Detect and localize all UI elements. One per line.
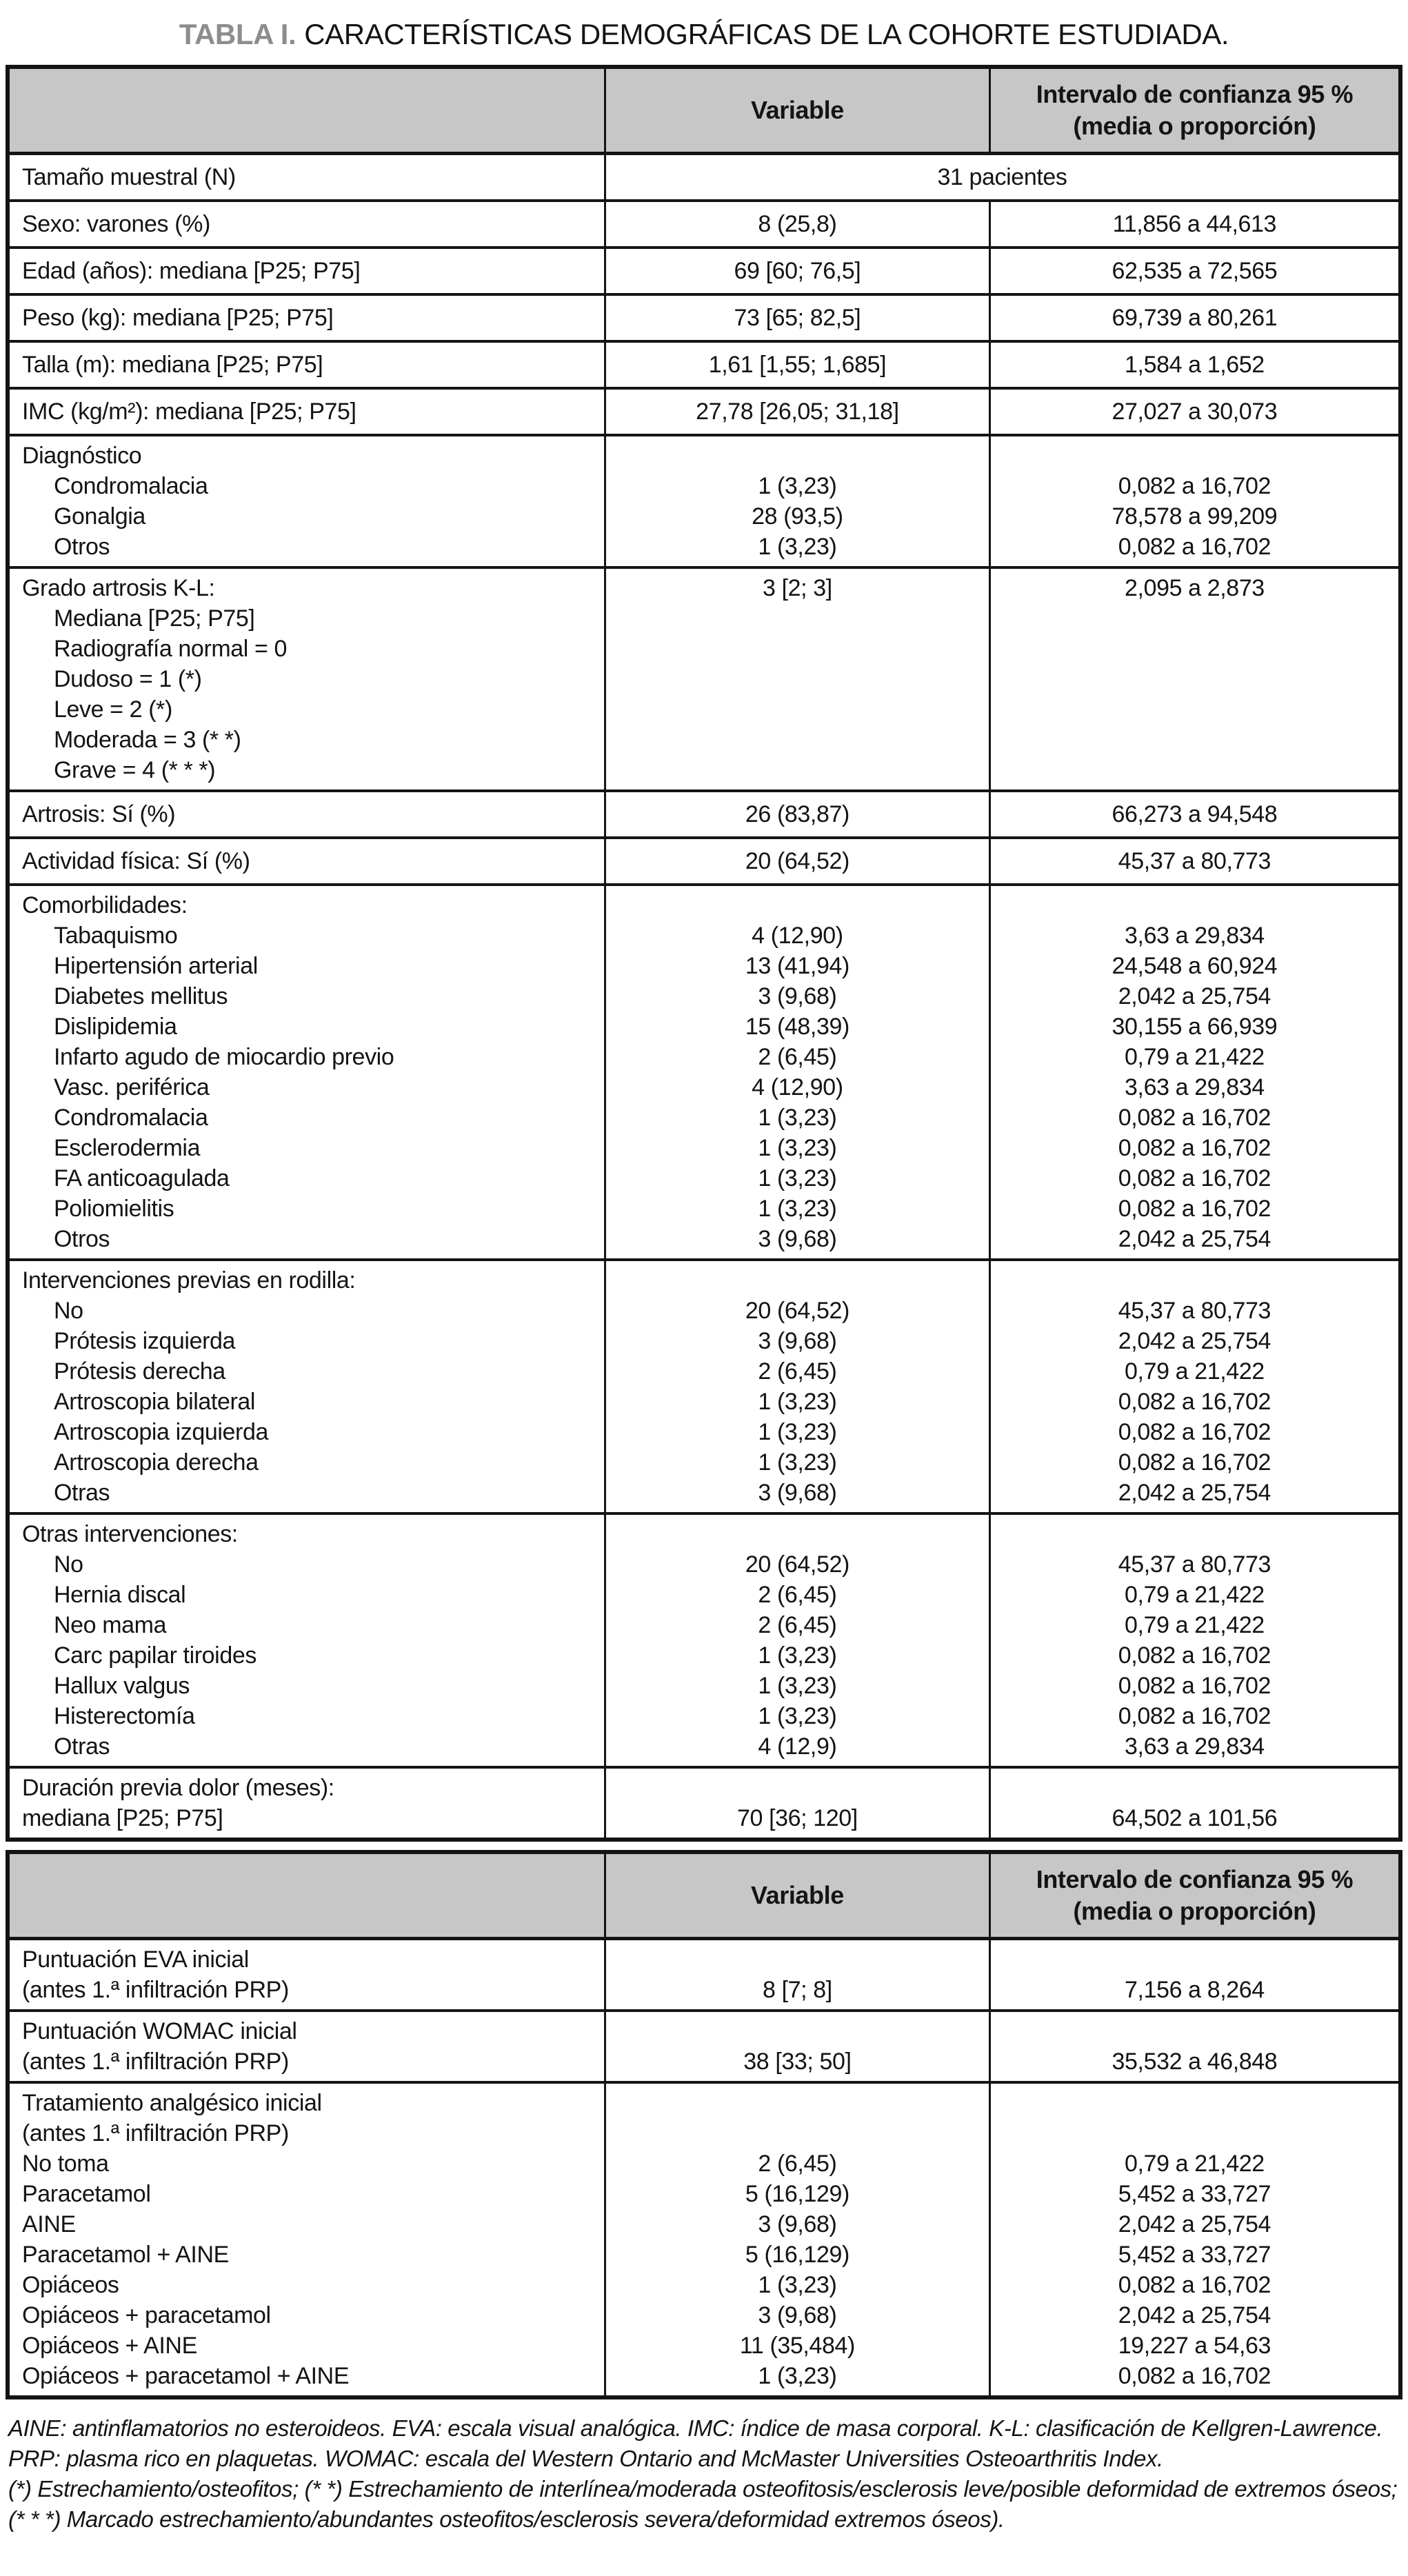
- variable-column: [604, 839, 989, 883]
- row-ci: [991, 441, 1398, 471]
- row-label: Tamaño muestral (N): [22, 163, 236, 190]
- label-column: [10, 1515, 604, 1766]
- row-ci: 45,37 a 80,773: [1118, 1551, 1271, 1578]
- row-variable: [606, 755, 989, 785]
- row-variable: [606, 694, 989, 725]
- row-variable: 1 (3,23): [758, 1195, 837, 1222]
- row-ci: 0,082 a 16,702: [1118, 2362, 1271, 2389]
- row-ci: 0,082 a 16,702: [1118, 2271, 1271, 2298]
- table-section: [10, 836, 1398, 883]
- row-variable: [606, 725, 989, 755]
- demographics-table: [6, 65, 1402, 1842]
- ci-column: [989, 436, 1398, 566]
- row-label: Sexo: varones (%): [22, 210, 210, 237]
- header-ci-line1: Intervalo de confianza 95 %: [1036, 80, 1354, 108]
- row-ci: 0,082 a 16,702: [1118, 1104, 1271, 1131]
- row-variable: [606, 2118, 989, 2149]
- row-label: Hipertensión arterial: [54, 952, 258, 979]
- row-ci: 62,535 a 72,565: [1112, 257, 1278, 284]
- header-ci-cell: [989, 1854, 1398, 1937]
- row-variable: [606, 664, 989, 694]
- row-variable: 26 (83,87): [745, 801, 849, 827]
- row-label: Tabaquismo: [54, 922, 178, 949]
- row-variable: 2 (6,45): [758, 2150, 837, 2177]
- label-column: [10, 2084, 604, 2395]
- row-ci: [991, 634, 1398, 664]
- header-ci-line2: (media o proporción): [1073, 1897, 1316, 1925]
- row-ci: [991, 603, 1398, 634]
- row-label: Vasc. periférica: [54, 1074, 210, 1100]
- row-ci: [991, 1519, 1398, 1549]
- row-variable: [606, 441, 989, 471]
- label-column: [10, 343, 604, 387]
- header-ci-line2: (media o proporción): [1073, 112, 1316, 140]
- table-title: [6, 18, 1402, 51]
- row-ci: 7,156 a 8,264: [1125, 1976, 1265, 2003]
- row-label: Hernia discal: [54, 1581, 186, 1608]
- row-label: (antes 1.ª infiltración PRP): [22, 2048, 289, 2075]
- row-label: Edad (años): mediana [P25; P75]: [22, 257, 361, 284]
- table-section: [10, 566, 1398, 789]
- row-ci: 2,042 a 25,754: [1118, 1479, 1271, 1506]
- row-ci: 30,155 a 66,939: [1112, 1013, 1278, 1040]
- table-title-label: TABLA I.: [179, 18, 296, 50]
- row-ci: 0,082 a 16,702: [1118, 1672, 1271, 1699]
- header-variable-cell: Variable: [604, 1854, 989, 1937]
- variable-column: [604, 296, 989, 340]
- row-label: Poliomielitis: [54, 1195, 174, 1222]
- row-variable: 20 (64,52): [745, 1551, 849, 1578]
- row-ci: 3,63 a 29,834: [1125, 1074, 1265, 1100]
- row-variable: [606, 1773, 989, 1803]
- table-section: [10, 1766, 1398, 1838]
- row-label: Opiáceos: [22, 2271, 119, 2298]
- label-column: [10, 155, 604, 199]
- table-header-row: [10, 69, 1398, 155]
- ci-column: [989, 296, 1398, 340]
- row-ci: 35,532 a 46,848: [1112, 2048, 1278, 2075]
- row-label: Puntuación WOMAC inicial: [22, 2017, 297, 2044]
- row-label: Infarto agudo de miocardio previo: [54, 1043, 394, 1070]
- row-variable: 1 (3,23): [758, 2271, 837, 2298]
- row-label: IMC (kg/m²): mediana [P25; P75]: [22, 398, 356, 425]
- row-ci: 0,79 a 21,422: [1125, 2150, 1265, 2177]
- table-section: [10, 199, 1398, 246]
- row-label: Artroscopia derecha: [54, 1449, 259, 1476]
- row-ci: 0,79 a 21,422: [1125, 1358, 1265, 1385]
- row-label: Otros: [54, 533, 110, 560]
- row-ci: [991, 664, 1398, 694]
- row-label: Opiáceos + paracetamol: [22, 2302, 271, 2328]
- row-ci: 66,273 a 94,548: [1112, 801, 1278, 827]
- row-label: No toma: [22, 2150, 109, 2177]
- row-label: Gonalgia: [54, 503, 145, 530]
- row-label: Moderada = 3 (* *): [54, 726, 241, 753]
- row-label: Paracetamol: [22, 2180, 151, 2207]
- row-variable: 3 (9,68): [758, 2211, 837, 2237]
- row-label: Hallux valgus: [54, 1672, 190, 1699]
- row-label: Prótesis izquierda: [54, 1327, 236, 1354]
- row-variable: 3 (9,68): [758, 1327, 837, 1354]
- row-variable: 11 (35,484): [739, 2332, 855, 2359]
- row-variable: 1 (3,23): [758, 1388, 837, 1415]
- ci-column: [989, 1940, 1398, 2009]
- row-ci: 2,095 a 2,873: [1125, 574, 1265, 601]
- row-variable: 2 (6,45): [758, 1611, 837, 1638]
- row-label: Histerectomía: [54, 1702, 195, 1729]
- table-section: [10, 883, 1398, 1258]
- row-ci: 2,042 a 25,754: [1118, 1327, 1271, 1354]
- footnote-abbreviations: AINE: antinflamatorios no esteroideos. EVA: escala visual analógica. IMC: índice de masa corporal. K-L: clasificación de Kellgren-Lawrence. PRP: plasma rico en plaquetas. WOMAC: escala del Western Ontario and McMaster Universities Osteoarthritis Index.: [8, 2415, 1383, 2471]
- ci-column: [989, 569, 1398, 789]
- row-variable: [606, 1265, 989, 1296]
- table-section: [10, 340, 1398, 387]
- row-label: Opiáceos + AINE: [22, 2332, 197, 2359]
- label-column: [10, 839, 604, 883]
- label-column: [10, 1769, 604, 1838]
- header-empty-cell: [10, 1854, 604, 1937]
- row-label: Condromalacia: [54, 472, 208, 499]
- row-label: Intervenciones previas en rodilla:: [22, 1267, 356, 1294]
- row-label: FA anticoagulada: [54, 1165, 230, 1191]
- row-ci: 1,584 a 1,652: [1125, 351, 1265, 378]
- table-section: [10, 387, 1398, 434]
- row-variable: 1 (3,23): [758, 533, 837, 560]
- table-section: [10, 789, 1398, 836]
- table-section: [10, 2081, 1398, 2395]
- row-ci: [991, 2118, 1398, 2149]
- row-label: Actividad física: Sí (%): [22, 847, 250, 874]
- ci-column: [989, 1261, 1398, 1512]
- row-ci: 5,452 a 33,727: [1118, 2180, 1271, 2207]
- variable-column: [604, 343, 989, 387]
- row-ci: 78,578 a 99,209: [1112, 503, 1278, 530]
- label-column: [10, 1261, 604, 1512]
- row-variable: 1 (3,23): [758, 1104, 837, 1131]
- row-ci: 11,856 a 44,613: [1112, 210, 1277, 237]
- row-ci: 19,227 a 54,63: [1118, 2332, 1271, 2359]
- row-variable: [606, 634, 989, 664]
- ci-column: [989, 2084, 1398, 2395]
- row-ci: [991, 725, 1398, 755]
- footnote-asterisks: (*) Estrechamiento/osteofitos; (* *) Estrechamiento de interlínea/moderada osteofitosis/esclerosis leve/posible deformidad de extremos óseos; (* * *) Marcado estrechamiento/abundantes osteofitos/esclerosis severa/deformidad extremos óseos).: [8, 2476, 1398, 2532]
- ci-column: [989, 390, 1398, 434]
- row-label: Tratamiento analgésico inicial: [22, 2089, 322, 2116]
- header-ci-line1: Intervalo de confianza 95 %: [1036, 1865, 1354, 1893]
- variable-column: [604, 1769, 989, 1838]
- row-variable: 20 (64,52): [745, 847, 849, 874]
- row-variable: 8 (25,8): [758, 210, 837, 237]
- footnotes: [8, 2413, 1400, 2535]
- header-ci-cell: [989, 69, 1398, 152]
- table-header-row: [10, 1854, 1398, 1940]
- row-label: Dudoso = 1 (*): [54, 665, 202, 692]
- row-ci: 24,548 a 60,924: [1112, 952, 1278, 979]
- variable-column: [604, 249, 989, 293]
- row-ci: 69,739 a 80,261: [1112, 304, 1278, 331]
- table-section: [10, 1258, 1398, 1512]
- row-variable: 3 (9,68): [758, 2302, 837, 2328]
- variable-column: [604, 792, 989, 836]
- row-variable: [606, 1944, 989, 1975]
- row-label: Opiáceos + paracetamol + AINE: [22, 2362, 350, 2389]
- row-variable: 1 (3,23): [758, 1418, 837, 1445]
- row-ci: 27,027 a 30,073: [1112, 398, 1278, 425]
- row-label: Duración previa dolor (meses):: [22, 1774, 334, 1801]
- row-variable: 15 (48,39): [745, 1013, 849, 1040]
- table-section: [10, 434, 1398, 566]
- table-section: [10, 155, 1398, 199]
- row-variable: 20 (64,52): [745, 1297, 849, 1324]
- table-section: [10, 1512, 1398, 1766]
- row-variable: 1 (3,23): [758, 1134, 837, 1161]
- table-section: [10, 293, 1398, 340]
- row-label: Paracetamol + AINE: [22, 2241, 229, 2268]
- ci-column: [989, 886, 1398, 1258]
- row-ci: [991, 694, 1398, 725]
- row-label: Carc papilar tiroides: [54, 1642, 257, 1669]
- row-label: mediana [P25; P75]: [22, 1804, 223, 1831]
- row-label: Puntuación EVA inicial: [22, 1946, 249, 1973]
- row-ci: 0,082 a 16,702: [1118, 1388, 1271, 1415]
- label-column: [10, 436, 604, 566]
- row-label: Otras: [54, 1479, 110, 1506]
- row-variable: 1 (3,23): [758, 2362, 837, 2389]
- header-variable-cell: Variable: [604, 69, 989, 152]
- row-ci: [991, 890, 1398, 920]
- variable-column: [604, 886, 989, 1258]
- row-ci: 2,042 a 25,754: [1118, 2211, 1271, 2237]
- variable-column: [604, 1940, 989, 2009]
- row-label: Artroscopia izquierda: [54, 1418, 268, 1445]
- row-label: Diagnóstico: [22, 442, 142, 469]
- row-ci: 64,502 a 101,56: [1112, 1804, 1278, 1831]
- row-variable: 8 [7; 8]: [763, 1976, 832, 2003]
- row-variable: 2 (6,45): [758, 1581, 837, 1608]
- label-column: [10, 569, 604, 789]
- row-label: Talla (m): mediana [P25; P75]: [22, 351, 323, 378]
- row-variable: 1 (3,23): [758, 1642, 837, 1669]
- ci-column: [989, 839, 1398, 883]
- table-section: [10, 2009, 1398, 2081]
- row-variable: 5 (16,129): [745, 2180, 849, 2207]
- ci-column: [989, 792, 1398, 836]
- row-label: Neo mama: [54, 1611, 167, 1638]
- row-variable: [606, 603, 989, 634]
- row-label: Artrosis: Sí (%): [22, 801, 176, 827]
- label-column: [10, 390, 604, 434]
- label-column: [10, 886, 604, 1258]
- ci-column: [989, 343, 1398, 387]
- ci-column: [989, 202, 1398, 246]
- row-ci: 0,082 a 16,702: [1118, 1642, 1271, 1669]
- row-ci: 0,082 a 16,702: [1118, 1449, 1271, 1476]
- row-variable: 1 (3,23): [758, 1449, 837, 1476]
- label-column: [10, 296, 604, 340]
- row-variable: 2 (6,45): [758, 1043, 837, 1070]
- row-ci: 0,79 a 21,422: [1125, 1581, 1265, 1608]
- row-label: Esclerodermia: [54, 1134, 201, 1161]
- row-label: Artroscopia bilateral: [54, 1388, 256, 1415]
- row-ci: [991, 1773, 1398, 1803]
- row-variable: [606, 890, 989, 920]
- row-variable: 1,61 [1,55; 1,685]: [708, 351, 887, 378]
- row-variable: 3 (9,68): [758, 983, 837, 1009]
- row-ci: 0,082 a 16,702: [1118, 1702, 1271, 1729]
- variable-column: [604, 202, 989, 246]
- baseline-scores-table: [6, 1850, 1402, 2399]
- header-empty-cell: [10, 69, 604, 152]
- row-label: Peso (kg): mediana [P25; P75]: [22, 304, 334, 331]
- row-ci: [991, 1265, 1398, 1296]
- row-variable: 4 (12,90): [752, 922, 843, 949]
- row-label: Leve = 2 (*): [54, 696, 172, 723]
- variable-column: [604, 1261, 989, 1512]
- label-column: [10, 792, 604, 836]
- row-variable: 73 [65; 82,5]: [734, 304, 861, 331]
- row-label: Prótesis derecha: [54, 1358, 225, 1385]
- row-variable: 4 (12,90): [752, 1074, 843, 1100]
- label-column: [10, 1940, 604, 2009]
- variable-column: [604, 390, 989, 434]
- row-ci: [991, 1944, 1398, 1975]
- row-ci: 0,082 a 16,702: [1118, 1195, 1271, 1222]
- table-section: [10, 1940, 1398, 2009]
- row-variable: 13 (41,94): [745, 952, 849, 979]
- row-label: Mediana [P25; P75]: [54, 605, 255, 632]
- row-ci: 45,37 a 80,773: [1118, 1297, 1271, 1324]
- row-variable: 38 [33; 50]: [743, 2048, 852, 2075]
- row-variable: 28 (93,5): [752, 503, 843, 530]
- row-ci: 0,79 a 21,422: [1125, 1611, 1265, 1638]
- ci-column: [989, 249, 1398, 293]
- row-variable: [606, 1519, 989, 1549]
- ci-column: [989, 1515, 1398, 1766]
- label-column: [10, 249, 604, 293]
- row-variable: [606, 2016, 989, 2046]
- row-label: AINE: [22, 2211, 76, 2237]
- label-column: [10, 202, 604, 246]
- row-ci: 0,082 a 16,702: [1118, 1165, 1271, 1191]
- row-ci: 5,452 a 33,727: [1118, 2241, 1271, 2268]
- row-ci: 45,37 a 80,773: [1118, 847, 1271, 874]
- row-variable: 3 (9,68): [758, 1225, 837, 1252]
- row-variable: 1 (3,23): [758, 472, 837, 499]
- label-column: [10, 2012, 604, 2081]
- row-ci: 0,79 a 21,422: [1125, 1043, 1265, 1070]
- row-label: Otras intervenciones:: [22, 1520, 238, 1547]
- row-variable: 2 (6,45): [758, 1358, 837, 1385]
- row-variable: 69 [60; 76,5]: [734, 257, 861, 284]
- row-ci: 2,042 a 25,754: [1118, 2302, 1271, 2328]
- row-variable: 1 (3,23): [758, 1165, 837, 1191]
- row-ci: 0,082 a 16,702: [1118, 1418, 1271, 1445]
- row-label: Grado artrosis K-L:: [22, 574, 215, 601]
- row-variable: 1 (3,23): [758, 1702, 837, 1729]
- merged-value-column: [604, 155, 1398, 199]
- row-ci: [991, 755, 1398, 785]
- row-merged-value: 31 pacientes: [937, 163, 1067, 190]
- row-variable: 5 (16,129): [745, 2241, 849, 2268]
- row-label: Condromalacia: [54, 1104, 208, 1131]
- variable-column: [604, 569, 989, 789]
- row-ci: 3,63 a 29,834: [1125, 1733, 1265, 1760]
- row-label: No: [54, 1551, 83, 1578]
- row-label: Comorbilidades:: [22, 892, 188, 918]
- row-ci: 0,082 a 16,702: [1118, 533, 1271, 560]
- row-variable: 4 (12,9): [758, 1733, 837, 1760]
- ci-column: [989, 1769, 1398, 1838]
- table-title-text: CARACTERÍSTICAS DEMOGRÁFICAS DE LA COHORTE ESTUDIADA.: [304, 18, 1229, 50]
- variable-column: [604, 436, 989, 566]
- ci-column: [989, 2012, 1398, 2081]
- row-variable: [606, 2088, 989, 2118]
- row-label: (antes 1.ª infiltración PRP): [22, 2120, 289, 2146]
- row-ci: 0,082 a 16,702: [1118, 472, 1271, 499]
- row-label: Dislipidemia: [54, 1013, 177, 1040]
- row-variable: 3 (9,68): [758, 1479, 837, 1506]
- row-ci: [991, 2016, 1398, 2046]
- row-label: No: [54, 1297, 83, 1324]
- row-label: Grave = 4 (* * *): [54, 756, 216, 783]
- row-ci: 3,63 a 29,834: [1125, 922, 1265, 949]
- row-label: Otros: [54, 1225, 110, 1252]
- row-label: Otras: [54, 1733, 110, 1760]
- row-ci: 2,042 a 25,754: [1118, 1225, 1271, 1252]
- row-variable: 1 (3,23): [758, 1672, 837, 1699]
- row-ci: [991, 2088, 1398, 2118]
- variable-column: [604, 2084, 989, 2395]
- variable-column: [604, 2012, 989, 2081]
- row-variable: 70 [36; 120]: [737, 1804, 858, 1831]
- row-label: Diabetes mellitus: [54, 983, 228, 1009]
- row-label: (antes 1.ª infiltración PRP): [22, 1976, 289, 2003]
- row-ci: 0,082 a 16,702: [1118, 1134, 1271, 1161]
- row-label: Radiografía normal = 0: [54, 635, 288, 662]
- variable-column: [604, 1515, 989, 1766]
- row-variable: 3 [2; 3]: [763, 574, 832, 601]
- row-variable: 27,78 [26,05; 31,18]: [696, 398, 899, 425]
- row-ci: 2,042 a 25,754: [1118, 983, 1271, 1009]
- table-section: [10, 246, 1398, 293]
